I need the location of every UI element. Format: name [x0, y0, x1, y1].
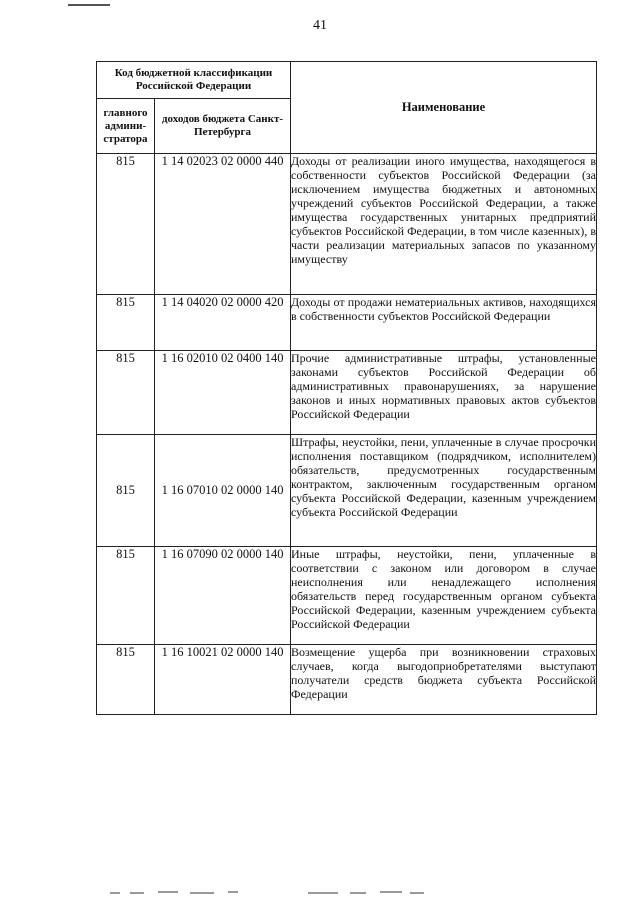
page-number: 41	[313, 18, 327, 33]
table-row	[97, 154, 597, 295]
table-row	[97, 547, 597, 645]
revenue-name-cell: Прочие административные штрафы, установленные законами субъектов Российской Федерации об административных правонарушениях, за нарушение законов и иных нормативных правовых актов субъектов Российской Федерации	[291, 351, 597, 435]
header-name: Наименование	[291, 62, 597, 154]
budget-classification-table	[96, 61, 597, 715]
revenue-name-cell: Доходы от продажи нематериальных активов, находящихся в собственности субъектов Российской Федерации	[291, 295, 597, 351]
header-main-administrator: главного админи-стратора	[97, 99, 155, 154]
top-rule	[68, 4, 110, 6]
revenue-code-cell: 1 16 07090 02 0000 140	[155, 547, 291, 645]
revenue-code-cell: 1 16 07010 02 0000 140	[155, 435, 291, 547]
revenue-code-cell: 1 14 02023 02 0000 440	[155, 154, 291, 295]
revenue-name-cell: Штрафы, неустойки, пени, уплаченные в случае просрочки исполнения поставщиком (подрядчиком, исполнителем) обязательств, предусмотренных государственным контрактом, заключенным государственным органом субъекта Российской Федерации, казенным учреждением субъекта Российской Федерации	[291, 435, 597, 547]
admin-code-cell: 815	[97, 351, 155, 435]
revenue-name-cell: Иные штрафы, неустойки, пени, уплаченные в соответствии с законом или договором в случае неисполнения или ненадлежащего исполнения обязательств перед государственным органом субъекта Российской Федерации, казенным учреждением субъекта Российской Федерации	[291, 547, 597, 645]
table-row	[97, 435, 597, 547]
admin-code-cell: 815	[97, 154, 155, 295]
table-row	[97, 351, 597, 435]
header-budget-classification-code: Код бюджетной классификации Российской Федерации	[97, 62, 291, 99]
revenue-code-cell: 1 14 04020 02 0000 420	[155, 295, 291, 351]
scan-noise-marks	[110, 888, 440, 898]
admin-code-cell: 815	[97, 295, 155, 351]
revenue-name-cell: Доходы от реализации иного имущества, находящегося в собственности субъектов Российской Федерации (за исключением имущества бюджетных и автономных учреждений субъектов Российской Федерации, а также имущества государственных унитарных предприятий субъектов Российской Федерации, в том числе казенных), в части реализации материальных запасов по указанному имуществу	[291, 154, 597, 295]
admin-code-cell: 815	[97, 645, 155, 715]
table-row	[97, 645, 597, 715]
revenue-code-cell: 1 16 10021 02 0000 140	[155, 645, 291, 715]
revenue-code-cell: 1 16 02010 02 0400 140	[155, 351, 291, 435]
table-row	[97, 295, 597, 351]
admin-code-cell: 815	[97, 547, 155, 645]
header-budget-revenue-code: доходов бюджета Санкт-Петербурга	[155, 99, 291, 154]
admin-code-cell: 815	[97, 435, 155, 547]
revenue-name-cell: Возмещение ущерба при возникновении страховых случаев, когда выгодоприобретателями выступают получатели средств бюджета субъекта Российской Федерации	[291, 645, 597, 715]
